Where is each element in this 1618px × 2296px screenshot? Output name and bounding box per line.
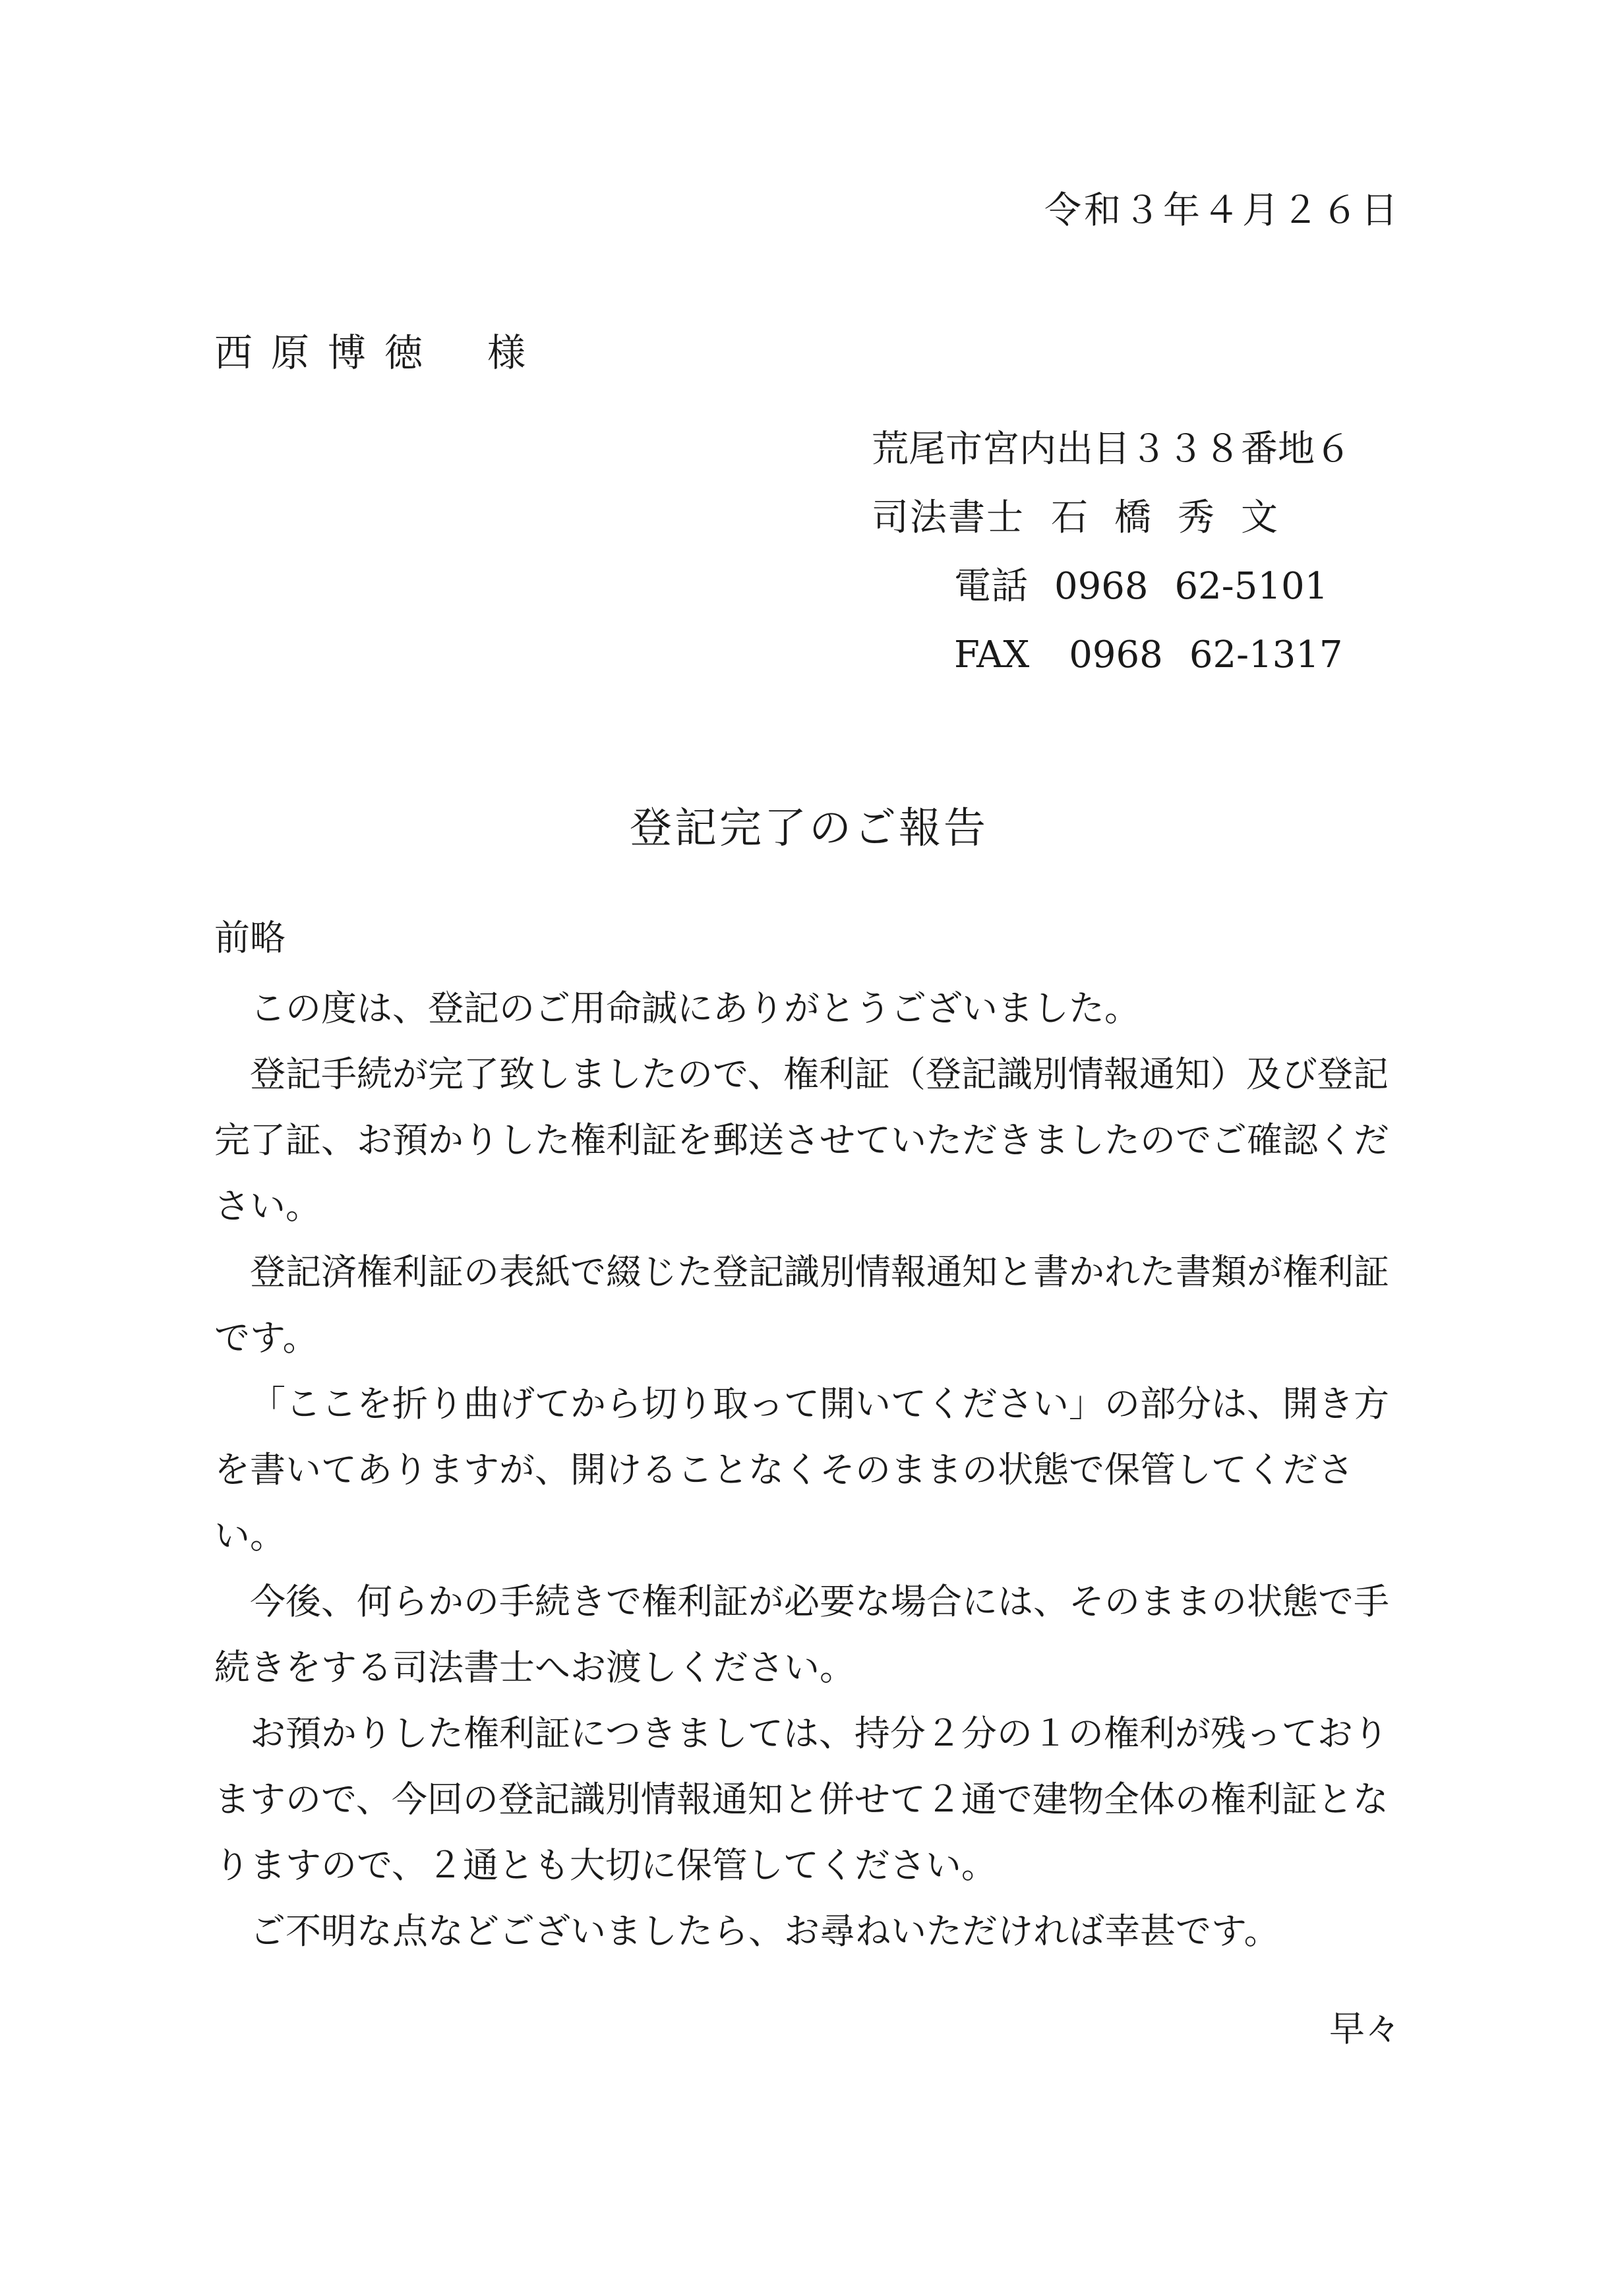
sender-name-line bbox=[872, 484, 1352, 552]
body-paragraph: お預かりした権利証につきましては、持分２分の１の権利が残っておりますので、今回の登記識別情報通知と併せて２通で建物全体の権利証となりますので、２通とも大切に保管してください。 bbox=[214, 1713, 1389, 1886]
recipient-line bbox=[214, 322, 525, 377]
sender-phone bbox=[872, 552, 1352, 621]
letter-closing: 早々 bbox=[1329, 2008, 1400, 2049]
recipient-name: 西原博徳 bbox=[214, 330, 442, 375]
phone-area: 0968 bbox=[1054, 565, 1149, 608]
fax-label: FAX bbox=[954, 633, 1030, 676]
body-paragraph: ご不明な点などございましたら、お尋ねいただければ幸甚です。 bbox=[250, 1910, 1280, 1952]
body-paragraph: 登記済権利証の表紙で綴じた登記識別情報通知と書かれた書類が権利証です。 bbox=[214, 1251, 1389, 1359]
sender-address: 荒尾市宮内出目３３８番地６ bbox=[872, 428, 1352, 471]
fax-area: 0968 bbox=[1069, 633, 1163, 676]
letter-greeting: 前略 bbox=[214, 917, 285, 958]
sender-block bbox=[872, 415, 1352, 690]
letter-date: 令和３年４月２６日 bbox=[1044, 189, 1400, 232]
sender-fax bbox=[872, 621, 1352, 690]
sender-title: 司法書士 bbox=[872, 496, 1025, 539]
body-paragraph: この度は、登記のご用命誠にありがとうございました。 bbox=[250, 987, 1140, 1029]
phone-label: 電話 bbox=[954, 565, 1028, 608]
body-paragraph: 今後、何らかの手続きで権利証が必要な場合には、そのままの状態で手続きをする司法書士へお渡しください。 bbox=[214, 1581, 1389, 1688]
body-paragraph: 「ここを折り曲げてから切り取って開いてください」の部分は、開き方を書いてありますが、開けることなくそのままの状態で保管してください。 bbox=[214, 1383, 1389, 1556]
letter-body bbox=[214, 976, 1414, 1964]
fax-number: 62-1317 bbox=[1189, 633, 1343, 676]
recipient-honorific: 様 bbox=[487, 330, 526, 375]
sender-name: 石橋秀文 bbox=[1051, 496, 1304, 539]
phone-number: 62-5101 bbox=[1174, 565, 1329, 608]
body-paragraph: 登記手続が完了致しましたので、権利証（登記識別情報通知）及び登記完了証、お預かりした権利証を郵送させていただきましたのでご確認ください。 bbox=[214, 1053, 1389, 1227]
letter-subject: 登記完了のご報告 bbox=[630, 804, 988, 853]
